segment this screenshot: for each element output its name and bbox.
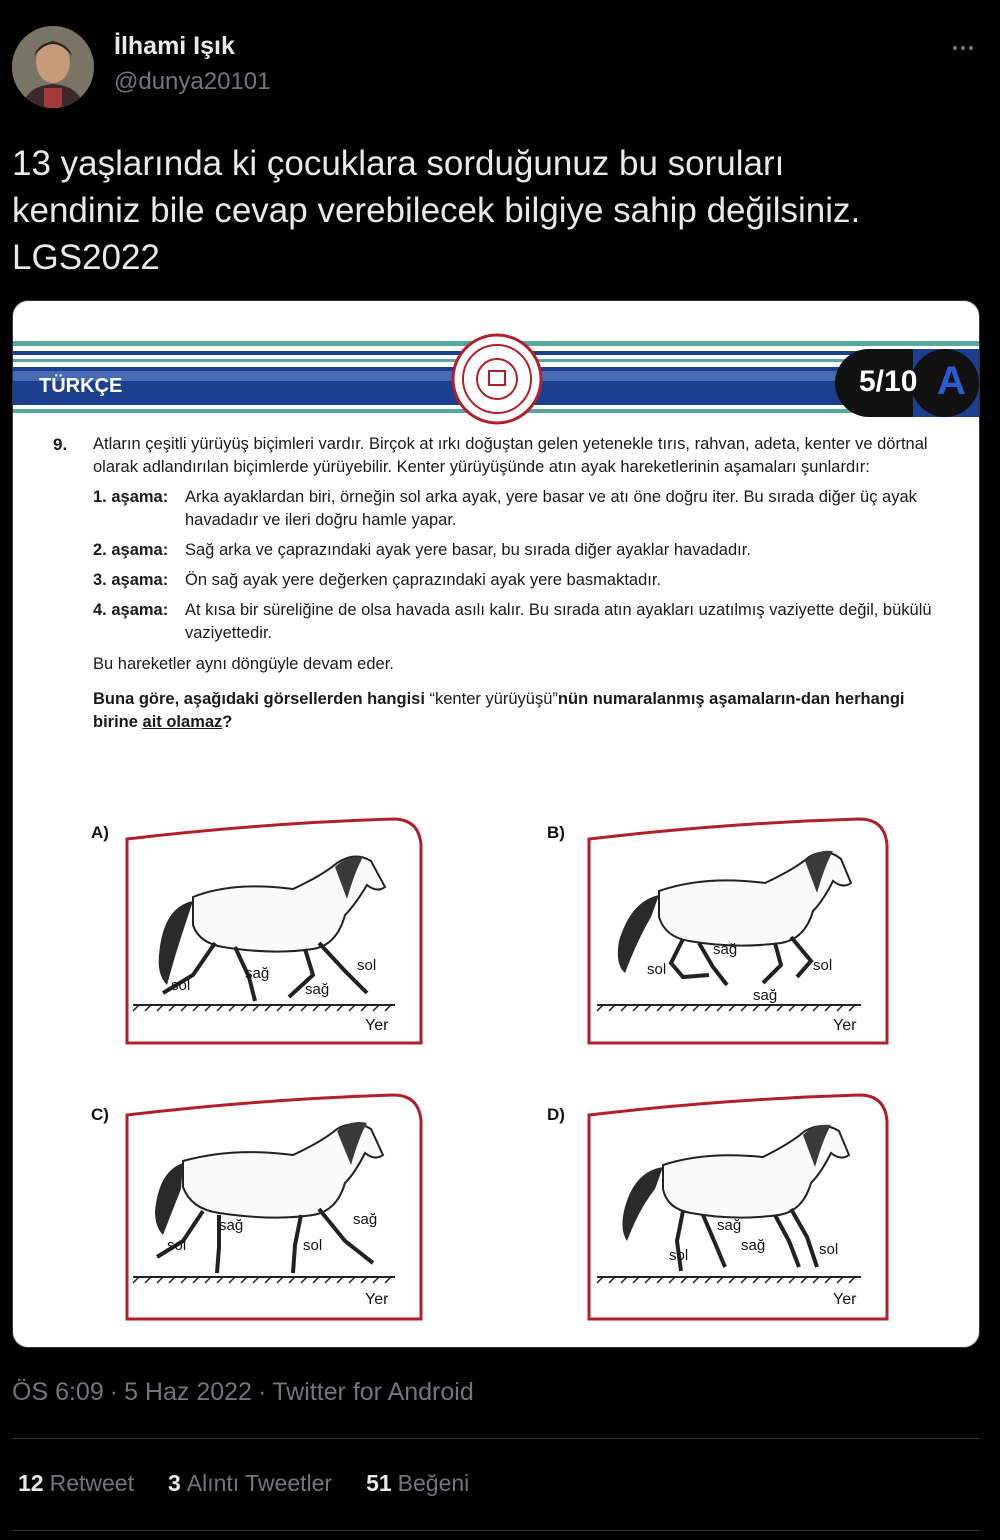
quote-stat[interactable] — [168, 1470, 332, 1497]
booklet-letter: A — [937, 359, 966, 403]
meta-separator: · — [257, 1378, 267, 1406]
leg-label: sağ — [741, 1237, 766, 1254]
stage-text: Sağ arka ve çaprazındaki ayak yere basar, bu sırada diğer ayaklar havadadır. — [185, 541, 751, 559]
leg-label: sol — [647, 961, 667, 978]
tweet-stats — [18, 1470, 469, 1497]
prompt-part: Buna göre, aşağıdaki görsellerden hangisi — [93, 690, 430, 708]
stage-text: Ön sağ ayak yere değerken çaprazındaki ayak yere basmaktadır. — [185, 571, 662, 589]
stage-text: At kısa bir süreliğine de olsa havada asılı kalır. Bu sırada atın ayakları uzatılmış vaziyette değil, bükülü vaziyettedir. — [185, 601, 932, 642]
leg-label: sol — [813, 957, 833, 974]
question-prompt — [93, 688, 953, 734]
tweet-source[interactable]: Twitter for Android — [272, 1378, 474, 1406]
tweet-line[interactable]: LGS2022 — [12, 238, 160, 277]
like-label: Beğeni — [397, 1470, 470, 1496]
meta-separator: · — [109, 1378, 119, 1406]
tweet-media-image[interactable] — [12, 300, 980, 1348]
stage-item — [93, 599, 953, 645]
ground-label: Yer — [365, 1291, 389, 1308]
divider — [12, 1530, 980, 1531]
option-letter-a: A) — [91, 823, 109, 842]
leg-label: sağ — [219, 1217, 244, 1234]
question-number: 9. — [53, 435, 68, 454]
leg-label: sağ — [305, 981, 330, 998]
option-letter-d: D) — [547, 1105, 565, 1124]
divider — [12, 1438, 980, 1439]
prompt-part: nün numaralanmış aşamaların-dan herhangi birine — [93, 690, 905, 731]
option-d-panel — [585, 1091, 889, 1323]
author-handle[interactable]: @dunya20101 — [114, 68, 271, 95]
leg-label: sol — [819, 1241, 839, 1258]
retweet-count: 12 — [18, 1470, 44, 1496]
tweet-date[interactable]: 5 Haz 2022 — [124, 1378, 252, 1406]
leg-label: sol — [357, 957, 377, 974]
tweet-meta — [12, 1378, 474, 1407]
stage-text: Arka ayaklardan biri, örneğin sol arka ayak, yere basar ve atı öne doğru iter. Bu sırada diğer üç ayak havadadır ve ileri doğru hamle yapar. — [185, 488, 917, 529]
tweet-time[interactable]: ÖS 6:09 — [12, 1378, 104, 1406]
more-horizontal-icon[interactable] — [948, 38, 978, 58]
prompt-end: ? — [222, 713, 233, 731]
ground-label: Yer — [833, 1291, 857, 1308]
question-continuation: Bu hareketler aynı döngüyle devam eder. — [93, 655, 394, 673]
tweet-text — [12, 140, 982, 281]
page-indicator: 5/10 — [859, 365, 918, 398]
leg-label: sol — [303, 1237, 323, 1254]
quote-label: Alıntı Tweetler — [186, 1470, 333, 1496]
leg-label: sağ — [245, 965, 270, 982]
option-letter-c: C) — [91, 1105, 109, 1124]
retweet-label: Retweet — [49, 1470, 134, 1496]
option-a-panel — [123, 815, 423, 1047]
stage-item — [93, 486, 953, 532]
ground-label: Yer — [365, 1017, 389, 1034]
leg-label: sağ — [713, 941, 738, 958]
stage-item — [93, 539, 953, 562]
prompt-underlined: ait olamaz — [142, 713, 223, 731]
quote-count: 3 — [167, 1470, 181, 1496]
author-name[interactable]: İlhami Işık — [114, 32, 235, 60]
leg-label: sağ — [753, 987, 778, 1004]
avatar[interactable] — [12, 26, 94, 108]
option-c-panel — [123, 1091, 423, 1323]
subject-label: TÜRKÇE — [39, 375, 123, 397]
leg-label: sağ — [353, 1211, 378, 1228]
leg-label: sol — [171, 977, 191, 994]
like-count: 51 — [366, 1470, 392, 1496]
stage-item — [93, 569, 953, 592]
option-b-panel — [585, 815, 889, 1047]
leg-label: sağ — [717, 1217, 742, 1234]
stage-label: 3. aşama: — [93, 571, 169, 589]
tweet-line: kendiniz bile cevap verebilecek bilgiye sahip değilsiniz. — [12, 191, 861, 230]
stage-label: 2. aşama: — [93, 541, 169, 559]
like-stat[interactable] — [366, 1470, 469, 1497]
option-letter-b: B) — [547, 823, 565, 842]
question-body — [93, 433, 953, 734]
leg-label: sol — [167, 1237, 187, 1254]
question-intro: Atların çeşitli yürüyüş biçimleri vardır. Birçok at ırkı doğuştan gelen yetenekle tırıs, rahvan, adeta, kenter ve dörtnal olarak adlandırılan biçimlerde yürüyebilir. Kenter yürüyüşünde atın ayak hareketlerinin aşamaları şunlardır: — [93, 435, 928, 476]
stage-label: 4. aşama: — [93, 601, 169, 619]
ground-label: Yer — [833, 1017, 857, 1034]
prompt-quote: “kenter yürüyüşü” — [429, 690, 558, 708]
tweet-line: 13 yaşlarında ki çocuklara sorduğunuz bu soruları — [12, 144, 785, 183]
leg-label: sol — [669, 1247, 689, 1264]
retweet-stat[interactable] — [18, 1470, 134, 1497]
exam-header-banner — [13, 301, 979, 426]
stage-label: 1. aşama: — [93, 488, 169, 506]
